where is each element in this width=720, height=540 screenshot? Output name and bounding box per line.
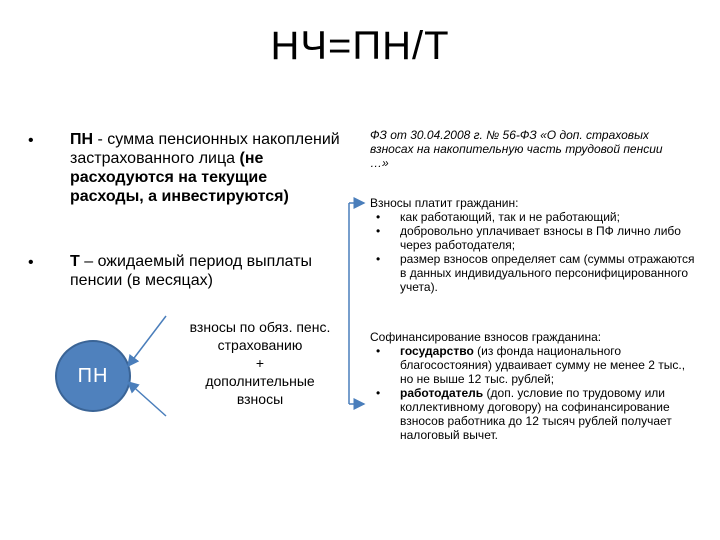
- list-item: • государство (из фонда национального благосостояния) удваивает сумму не менее 2 тыс., но не выше 12 тыс. рублей;: [376, 344, 686, 386]
- t-definition: – ожидаемый период выплаты пенсии (в месяцах): [70, 253, 313, 289]
- voluntary-heading: Взносы платит гражданин:: [370, 196, 519, 210]
- contrib-line: страхованию: [217, 337, 303, 353]
- page-title: НЧ=ПН/Т: [270, 24, 450, 68]
- contrib-line: дополнительные: [205, 373, 315, 389]
- list-item: • работодатель (доп. условие по трудовому или коллективному договору) на софинансирование взносов работника до 12 тысяч рублей получает налоговый вычет.: [376, 386, 672, 442]
- list-item: • размер взносов определяет сам (суммы отражаются в данных индивидуального персонифицированного учета).: [376, 252, 695, 294]
- pn-definition: - сумма пенсионных накоплений застрахованного лица: [70, 131, 340, 167]
- term-t: Т: [70, 253, 80, 270]
- contrib-line: взносы: [236, 391, 284, 407]
- arrow-to-circle-lower: [128, 382, 166, 416]
- cofinancing-section: [370, 330, 700, 442]
- list-item: • добровольно уплачивает взносы в ПФ лично либо через работодателя;: [376, 224, 681, 252]
- law-text: ФЗ от 30.04.2008 г. № 56-ФЗ «О доп. страховых взносах на накопительную часть трудовой пенсии …»: [370, 128, 663, 170]
- term-pn: ПН: [70, 131, 94, 148]
- circle-label: ПН: [77, 364, 109, 387]
- pn-note: (не расходуются на текущие расходы, а инвестируются): [70, 150, 289, 205]
- list-item: • как работающий, так и не работающий;: [376, 210, 620, 224]
- cofinancing-heading: Софинансирование взносов гражданина:: [370, 330, 602, 344]
- contrib-line: +: [255, 355, 265, 371]
- arrow-to-circle-upper: [128, 316, 166, 366]
- law-reference: [370, 128, 700, 170]
- contrib-line: взносы по обяз. пенс.: [189, 319, 331, 335]
- voluntary-section: [370, 196, 700, 294]
- bullet-marker: •: [28, 132, 34, 149]
- bullet-marker: •: [28, 254, 34, 271]
